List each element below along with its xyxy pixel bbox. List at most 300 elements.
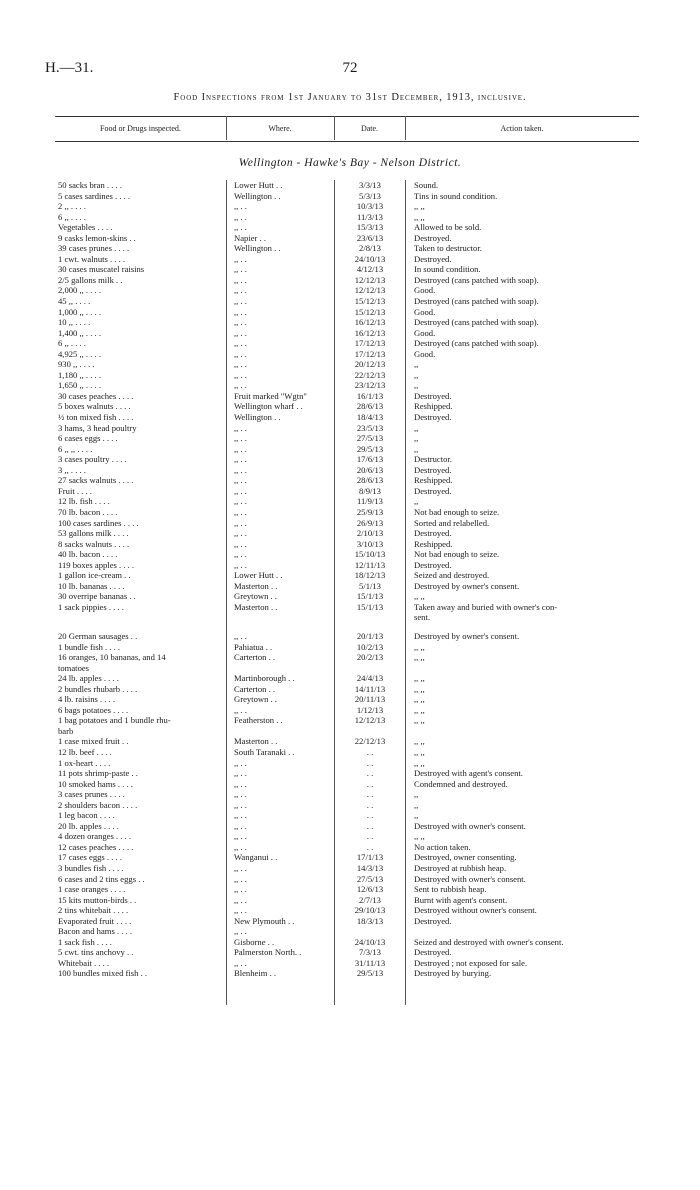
where-cell: ,, . . bbox=[234, 894, 247, 905]
date-cell: 17/12/13 bbox=[354, 348, 386, 359]
table-row bbox=[0, 694, 700, 705]
where-cell: ,, . . bbox=[234, 831, 247, 842]
food-cell: 119 boxes apples . . . . bbox=[58, 559, 135, 570]
food-cell: 1 bundle fish . . . . bbox=[58, 641, 121, 652]
where-cell: ,, . . bbox=[234, 306, 247, 317]
table-row bbox=[0, 444, 700, 455]
where-cell: ,, . . bbox=[234, 443, 247, 454]
date-cell: 14/3/13 bbox=[356, 863, 384, 873]
action-cell: Good. bbox=[414, 327, 436, 338]
action-cell: ,, ,, bbox=[414, 831, 425, 842]
date-cell: 12/12/13 bbox=[354, 715, 386, 726]
food-cell: 1 case oranges . . . . bbox=[58, 884, 126, 895]
date-cell: 20/1/13 bbox=[356, 630, 384, 641]
action-cell: Destroyed by owner's consent. bbox=[414, 630, 520, 641]
date-cell: 11/9/13 bbox=[357, 496, 383, 507]
action-cell: ,, bbox=[414, 380, 419, 391]
date-cell: 12/12/13 bbox=[354, 274, 386, 285]
action-cell: Reshipped. bbox=[414, 538, 453, 549]
food-cell: 24 lb. apples . . . . bbox=[58, 673, 119, 684]
page-title: Food Inspections from 1st January to 31st December, 1913, inclusive. bbox=[173, 92, 527, 103]
column-header-where: Where. bbox=[268, 124, 292, 133]
date-cell: 26/9/13 bbox=[356, 517, 384, 528]
column-divider bbox=[226, 116, 227, 140]
food-cell: 10 lb. bananas . . . . bbox=[58, 580, 125, 591]
food-cell: 20 German sausages . . bbox=[58, 630, 138, 641]
where-cell: Featherston . . bbox=[234, 715, 283, 726]
where-cell: Gisborne . . bbox=[234, 936, 275, 947]
action-cell: Destroyed, owner consenting. bbox=[414, 852, 517, 863]
date-cell: 5/3/13 bbox=[359, 190, 381, 201]
table-row bbox=[0, 307, 700, 318]
action-cell: Destroyed (cans patched with soap). bbox=[414, 296, 539, 307]
date-cell: 15/12/13 bbox=[354, 296, 386, 307]
table-row bbox=[0, 842, 700, 853]
column-header-food: Food or Drugs inspected. bbox=[100, 124, 181, 133]
table-row bbox=[0, 705, 700, 716]
where-cell: ,, . . bbox=[234, 884, 247, 895]
where-cell: ,, . . bbox=[234, 359, 247, 370]
food-cell: 1 bag potatoes and 1 bundle rhu- bbox=[58, 715, 171, 726]
table-row bbox=[0, 317, 700, 328]
action-cell: ,, bbox=[414, 799, 419, 810]
table-row bbox=[0, 528, 700, 539]
date-cell: . . bbox=[366, 746, 374, 757]
date-cell: 22/12/13 bbox=[354, 369, 386, 380]
date-cell: 10/3/13 bbox=[356, 201, 384, 212]
date-cell: 16/12/13 bbox=[354, 317, 386, 328]
table-row bbox=[0, 201, 700, 212]
where-cell: ,, . . bbox=[234, 338, 247, 349]
date-cell: 2/7/13 bbox=[359, 894, 381, 905]
column-divider bbox=[334, 116, 335, 140]
action-cell: ,, bbox=[414, 422, 419, 433]
where-cell: Pahiatua . . bbox=[234, 641, 273, 652]
action-cell: Taken away and buried with owner's con- bbox=[414, 601, 558, 612]
food-cell: 10 smoked hams . . . . bbox=[58, 778, 133, 789]
food-cell: 2 bundles rhubarb . . . . bbox=[58, 683, 138, 694]
food-cell: Whitebait . . . . bbox=[58, 957, 110, 968]
where-cell: ,, . . bbox=[234, 433, 247, 444]
table-row bbox=[0, 254, 700, 265]
table-row bbox=[0, 768, 700, 779]
food-cell: 30 cases peaches . . . . bbox=[58, 390, 134, 401]
action-cell: sent. bbox=[414, 612, 430, 623]
action-cell: Not bad enough to seize. bbox=[414, 549, 500, 560]
action-cell: ,, ,, bbox=[414, 736, 425, 747]
action-cell: Not bad enough to seize. bbox=[414, 506, 500, 517]
table-row bbox=[0, 518, 700, 529]
date-cell: 2/8/13 bbox=[359, 243, 381, 254]
table-row bbox=[0, 275, 700, 286]
where-cell: ,, . . bbox=[234, 810, 247, 821]
date-cell: 12/11/13 bbox=[354, 559, 386, 570]
date-cell: 1/12/13 bbox=[356, 704, 384, 715]
table-row bbox=[0, 758, 700, 769]
page-reference: H.—31. bbox=[45, 60, 94, 76]
table-row bbox=[0, 412, 700, 423]
date-cell: 18/3/13 bbox=[356, 915, 384, 926]
where-cell: ,, . . bbox=[234, 496, 247, 507]
action-cell: Sorted and relabelled. bbox=[414, 517, 490, 528]
date-cell: 20/2/13 bbox=[356, 652, 384, 663]
action-cell: Destroyed by owner's consent. bbox=[414, 580, 520, 591]
table-row bbox=[0, 916, 700, 927]
action-cell: Destroyed without owner's consent. bbox=[414, 905, 537, 916]
food-cell: 6 ,, . . . . bbox=[58, 338, 86, 349]
date-cell: 5/1/13 bbox=[359, 580, 381, 591]
where-cell: Carterton . . bbox=[234, 652, 276, 663]
where-cell: ,, . . bbox=[234, 485, 247, 496]
food-cell: 2 shoulders bacon . . . . bbox=[58, 799, 138, 810]
action-cell: ,, bbox=[414, 359, 419, 370]
table-row bbox=[0, 821, 700, 832]
action-cell: Destroyed. bbox=[414, 485, 452, 496]
food-cell: 12 lb. fish . . . . bbox=[58, 496, 110, 507]
date-cell: 17/1/13 bbox=[356, 852, 384, 863]
action-cell: Destroyed (cans patched with soap). bbox=[414, 274, 539, 285]
food-cell: 45 ,, . . . . bbox=[58, 296, 91, 307]
table-row bbox=[0, 642, 700, 653]
table-row bbox=[0, 560, 700, 571]
where-cell: Carterton . . bbox=[234, 683, 276, 694]
date-cell: 12/6/13 bbox=[356, 884, 384, 895]
table-row bbox=[0, 831, 700, 842]
food-cell: Fruit . . . . bbox=[58, 485, 92, 496]
action-cell: Destroyed. bbox=[414, 253, 452, 264]
date-cell: . . bbox=[366, 799, 374, 810]
table-header bbox=[55, 116, 639, 142]
date-cell: . . bbox=[366, 757, 374, 768]
date-cell: 3/10/13 bbox=[356, 538, 384, 549]
food-cell: 11 pots shrimp-paste . . bbox=[58, 768, 138, 779]
where-cell: Greytown . . bbox=[234, 591, 277, 602]
action-cell: ,, ,, bbox=[414, 652, 425, 663]
where-cell: ,, . . bbox=[234, 285, 247, 296]
food-cell: 3 bundles fish . . . . bbox=[58, 863, 124, 873]
food-cell: 2 tins whitebait . . . . bbox=[58, 905, 129, 916]
table-row bbox=[0, 789, 700, 800]
table-row bbox=[0, 328, 700, 339]
food-cell: 17 cases eggs . . . . bbox=[58, 852, 122, 863]
action-cell: ,, ,, bbox=[414, 211, 425, 222]
food-cell: 27 sacks walnuts . . . . bbox=[58, 475, 134, 486]
food-cell: 6 cases eggs . . . . bbox=[58, 433, 118, 444]
where-cell: ,, . . bbox=[234, 957, 247, 968]
action-cell: Taken to destructor. bbox=[414, 243, 482, 254]
date-cell: 15/1/13 bbox=[356, 601, 384, 612]
action-cell: Destroyed with owner's consent. bbox=[414, 820, 526, 831]
table-row bbox=[0, 475, 700, 486]
table-row bbox=[0, 349, 700, 360]
food-cell: Bacon and hams . . . . bbox=[58, 926, 132, 937]
date-cell: 11/3/13 bbox=[357, 211, 383, 222]
action-cell: Destructor. bbox=[414, 454, 452, 465]
where-cell: ,, . . bbox=[234, 778, 247, 789]
food-cell: 5 cwt. tins anchovy . . bbox=[58, 947, 134, 958]
date-cell: 4/12/13 bbox=[356, 264, 384, 275]
where-cell: Masterton . . bbox=[234, 601, 278, 612]
date-cell: 20/12/13 bbox=[354, 359, 386, 370]
table-row bbox=[0, 401, 700, 412]
action-cell: Destroyed with agent's consent. bbox=[414, 768, 523, 779]
where-cell: ,, . . bbox=[234, 380, 247, 391]
food-cell: 1,180 ,, . . . . bbox=[58, 369, 101, 380]
food-cell: 16 oranges, 10 bananas, and 14 bbox=[58, 652, 166, 663]
where-cell: New Plymouth . . bbox=[234, 915, 295, 926]
action-cell: ,, ,, bbox=[414, 673, 425, 684]
action-cell: ,, ,, bbox=[414, 641, 425, 652]
table-row bbox=[0, 884, 700, 895]
date-cell: 15/10/13 bbox=[354, 549, 386, 560]
food-cell: 3 ,, . . . . bbox=[58, 464, 86, 475]
inspection-table bbox=[0, 180, 700, 979]
where-cell: ,, . . bbox=[234, 264, 247, 275]
date-cell: . . bbox=[366, 841, 374, 852]
table-row bbox=[0, 212, 700, 223]
where-cell: ,, . . bbox=[234, 274, 247, 285]
table-row bbox=[0, 423, 700, 434]
where-cell: Wellington . . bbox=[234, 412, 281, 423]
where-cell: ,, . . bbox=[234, 422, 247, 433]
date-cell: 23/12/13 bbox=[354, 380, 386, 391]
action-cell: Destroyed at rubbish heap. bbox=[414, 863, 507, 873]
where-cell: ,, . . bbox=[234, 549, 247, 560]
where-cell: ,, . . bbox=[234, 201, 247, 212]
food-cell: 1,650 ,, . . . . bbox=[58, 380, 101, 391]
food-cell: 1 gallon ice-cream . . bbox=[58, 570, 131, 581]
where-cell: South Taranaki . . bbox=[234, 746, 295, 757]
where-cell: ,, . . bbox=[234, 926, 247, 937]
date-cell: 15/3/13 bbox=[356, 222, 384, 233]
action-cell: Reshipped. bbox=[414, 401, 453, 412]
where-cell: Wanganui . . bbox=[234, 852, 278, 863]
date-cell: 17/6/13 bbox=[356, 454, 384, 465]
table-row bbox=[0, 338, 700, 349]
where-cell: Masterton . . bbox=[234, 580, 278, 591]
where-cell: Wellington wharf . . bbox=[234, 401, 303, 412]
table-row bbox=[0, 549, 700, 560]
where-cell: ,, . . bbox=[234, 704, 247, 715]
action-cell: Destroyed. bbox=[414, 412, 452, 423]
date-cell: 23/5/13 bbox=[356, 422, 384, 433]
where-cell: Greytown . . bbox=[234, 694, 277, 705]
food-cell: 5 cases sardines . . . . bbox=[58, 190, 131, 201]
action-cell: No action taken. bbox=[414, 841, 471, 852]
date-cell: 28/6/13 bbox=[356, 475, 384, 486]
action-cell: Seized and destroyed with owner's consent. bbox=[414, 936, 564, 947]
where-cell: ,, . . bbox=[234, 454, 247, 465]
date-cell: 20/11/13 bbox=[354, 694, 386, 705]
table-row bbox=[0, 673, 700, 684]
table-row bbox=[0, 370, 700, 381]
column-header-date: Date. bbox=[360, 124, 379, 133]
date-cell: 10/2/13 bbox=[356, 641, 384, 652]
food-cell: 1,000 ,, . . . . bbox=[58, 306, 101, 317]
where-cell: ,, . . bbox=[234, 873, 247, 884]
food-cell: 15 kits mutton-birds . . bbox=[58, 894, 137, 905]
food-cell: 12 lb. beef . . . . bbox=[58, 746, 112, 757]
date-cell: 14/11/13 bbox=[354, 683, 386, 694]
action-cell: Destroyed by burying. bbox=[414, 968, 492, 979]
table-row bbox=[0, 264, 700, 275]
date-cell: 27/5/13 bbox=[356, 873, 384, 884]
food-cell: 12 cases peaches . . . . bbox=[58, 841, 134, 852]
action-cell: Seized and destroyed. bbox=[414, 570, 490, 581]
table-row bbox=[0, 631, 700, 642]
action-cell: Destroyed. bbox=[414, 947, 452, 958]
food-cell: 70 lb. bacon . . . . bbox=[58, 506, 118, 517]
where-cell: ,, . . bbox=[234, 253, 247, 264]
table-row bbox=[0, 958, 700, 969]
table-row bbox=[0, 926, 700, 937]
table-row bbox=[0, 391, 700, 402]
action-cell: Destroyed. bbox=[414, 464, 452, 475]
table-row bbox=[0, 591, 700, 602]
action-cell: Destroyed. bbox=[414, 559, 452, 570]
where-cell: Wellington . . bbox=[234, 243, 281, 254]
table-row bbox=[0, 715, 700, 726]
where-cell: ,, . . bbox=[234, 222, 247, 233]
action-cell: Good. bbox=[414, 285, 436, 296]
action-cell: Allowed to be sold. bbox=[414, 222, 482, 233]
where-cell: Lower Hutt . . bbox=[234, 180, 283, 190]
food-cell: 1 cwt. walnuts . . . . bbox=[58, 253, 126, 264]
where-cell: ,, . . bbox=[234, 841, 247, 852]
table-row bbox=[0, 465, 700, 476]
where-cell: ,, . . bbox=[234, 768, 247, 779]
food-cell: 39 cases prunes . . . . bbox=[58, 243, 130, 254]
where-cell: Blenheim . . bbox=[234, 968, 277, 979]
food-cell: 2 ,, . . . . bbox=[58, 201, 86, 212]
food-cell: ½ ton mixed fish . . . . bbox=[58, 412, 134, 423]
where-cell: ,, . . bbox=[234, 820, 247, 831]
date-cell: 23/6/13 bbox=[356, 232, 384, 243]
date-cell: . . bbox=[366, 789, 374, 800]
food-cell: 5 boxes walnuts . . . . bbox=[58, 401, 131, 412]
date-cell: 2/10/13 bbox=[356, 528, 384, 539]
food-cell: 30 cases muscatel raisins bbox=[58, 264, 145, 275]
food-cell: Evaporated fruit . . . . bbox=[58, 915, 132, 926]
table-row bbox=[0, 684, 700, 695]
food-cell: 2/5 gallons milk . . bbox=[58, 274, 123, 285]
where-cell: Martinborough . . bbox=[234, 673, 295, 684]
action-cell: ,, bbox=[414, 369, 419, 380]
action-cell: ,, ,, bbox=[414, 591, 425, 602]
where-cell: ,, . . bbox=[234, 799, 247, 810]
table-row bbox=[0, 874, 700, 885]
food-cell: 1 sack pippies . . . . bbox=[58, 601, 124, 612]
district-heading: Wellington - Hawke's Bay - Nelson District. bbox=[238, 157, 462, 169]
table-row bbox=[0, 652, 700, 663]
action-cell: In sound condition. bbox=[414, 264, 481, 275]
date-cell: 24/4/13 bbox=[356, 673, 384, 684]
food-cell: tomatoes bbox=[58, 662, 90, 673]
table-row bbox=[0, 863, 700, 874]
where-cell: ,, . . bbox=[234, 630, 247, 641]
date-cell: 28/6/13 bbox=[356, 401, 384, 412]
food-cell: 100 cases sardines . . . . bbox=[58, 517, 139, 528]
where-cell: Lower Hutt . . bbox=[234, 570, 283, 581]
where-cell: ,, . . bbox=[234, 506, 247, 517]
table-row bbox=[0, 726, 700, 737]
food-cell: 1 case mixed fruit . . bbox=[58, 736, 129, 747]
action-cell: Destroyed with owner's consent. bbox=[414, 873, 526, 884]
table-row bbox=[0, 581, 700, 592]
where-cell: Napier . . bbox=[234, 232, 266, 243]
food-cell: 6 cases and 2 tins eggs . . bbox=[58, 873, 145, 884]
food-cell: 6 ,, . . . . bbox=[58, 211, 86, 222]
action-cell: ,, ,, bbox=[414, 715, 425, 726]
action-cell: Destroyed (cans patched with soap). bbox=[414, 317, 539, 328]
food-cell: 930 ,, . . . . bbox=[58, 359, 95, 370]
where-cell: ,, . . bbox=[234, 528, 247, 539]
date-cell: 15/12/13 bbox=[354, 306, 386, 317]
where-cell: ,, . . bbox=[234, 475, 247, 486]
table-row bbox=[0, 296, 700, 307]
food-cell: Vegetables . . . . bbox=[58, 222, 113, 233]
date-cell: 8/9/13 bbox=[359, 485, 381, 496]
date-cell: 16/12/13 bbox=[354, 327, 386, 338]
food-cell: 1 sack fish . . . . bbox=[58, 936, 112, 947]
date-cell: . . bbox=[366, 831, 374, 842]
food-cell: 1 leg bacon . . . . bbox=[58, 810, 115, 821]
where-cell: ,, . . bbox=[234, 905, 247, 916]
food-cell: 6 ,, ,, . . . . bbox=[58, 443, 93, 454]
date-cell: 25/9/13 bbox=[356, 506, 384, 517]
where-cell: ,, . . bbox=[234, 211, 247, 222]
action-cell: ,, ,, bbox=[414, 683, 425, 694]
action-cell: ,, bbox=[414, 433, 419, 444]
food-cell: 2,000 ,, . . . . bbox=[58, 285, 101, 296]
table-row bbox=[0, 243, 700, 254]
food-cell: 30 overripe bananas . . bbox=[58, 591, 136, 602]
action-cell: Destroyed. bbox=[414, 915, 452, 926]
table-row bbox=[0, 359, 700, 370]
where-cell: ,, . . bbox=[234, 348, 247, 359]
table-row bbox=[0, 180, 700, 191]
where-cell: Masterton . . bbox=[234, 736, 278, 747]
where-cell: ,, . . bbox=[234, 538, 247, 549]
table-row bbox=[0, 968, 700, 979]
column-divider bbox=[405, 116, 406, 140]
table-row bbox=[0, 736, 700, 747]
table-row bbox=[0, 663, 700, 674]
table-row bbox=[0, 895, 700, 906]
date-cell: 18/4/13 bbox=[356, 412, 384, 423]
table-row bbox=[0, 570, 700, 581]
column-header-action: Action taken. bbox=[500, 124, 544, 133]
table-row bbox=[0, 507, 700, 518]
food-cell: 4,925 ,, . . . . bbox=[58, 348, 101, 359]
food-cell: 3 cases prunes . . . . bbox=[58, 789, 125, 800]
food-cell: 50 sacks bran . . . . bbox=[58, 180, 122, 190]
date-cell: 24/10/13 bbox=[354, 936, 386, 947]
table-row bbox=[0, 191, 700, 202]
action-cell: ,, bbox=[414, 443, 419, 454]
action-cell: ,, bbox=[414, 496, 419, 507]
where-cell: ,, . . bbox=[234, 317, 247, 328]
date-cell: 12/12/13 bbox=[354, 285, 386, 296]
food-cell: barb bbox=[58, 725, 74, 736]
where-cell: ,, . . bbox=[234, 296, 247, 307]
food-cell: 10 ,, . . . . bbox=[58, 317, 91, 328]
action-cell: ,, ,, bbox=[414, 201, 425, 212]
date-cell: . . bbox=[366, 820, 374, 831]
table-row bbox=[0, 747, 700, 758]
where-cell: Fruit marked "Wgtn" bbox=[234, 390, 307, 401]
food-cell: 9 casks lemon-skins . . bbox=[58, 232, 136, 243]
